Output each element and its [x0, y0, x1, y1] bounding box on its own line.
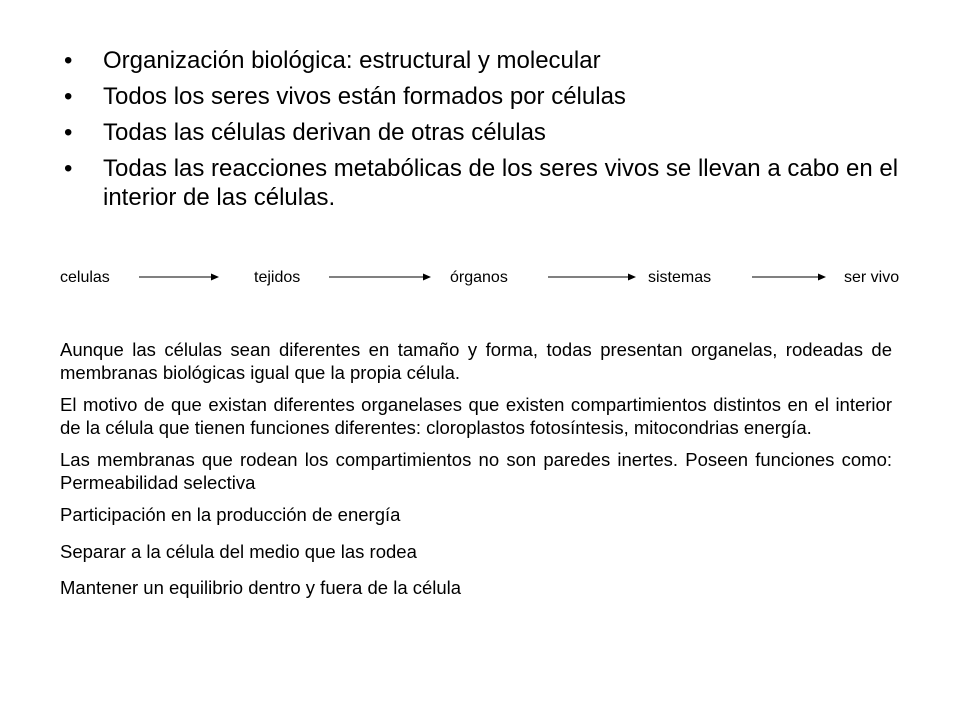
bullet-text: Todas las células derivan de otras células [103, 119, 546, 146]
flow-item-ser-vivo: ser vivo [844, 269, 900, 286]
bullet-text: Todos los seres vivos están formados por células [103, 83, 626, 110]
bullet-marker: • [64, 155, 73, 182]
bullet-item [60, 118, 910, 147]
flow-item-organos: órganos [450, 269, 508, 286]
flow-arrow-icon [752, 272, 826, 282]
bullet-item [60, 154, 910, 212]
flow-arrow-icon [329, 272, 431, 282]
paragraph: El motivo de que existan diferentes organelases que existen compartimientos distintos en el interior de la célula que tienen funciones diferentes: cloroplastos fotosíntesis, mitocondrias energía. [60, 394, 892, 438]
organization-flow [60, 268, 912, 292]
flow-item-tejidos: tejidos [254, 269, 301, 286]
body-text [60, 339, 892, 614]
flow-item-sistemas: sistemas [648, 269, 712, 286]
bullet-item [60, 82, 910, 111]
paragraph: Las membranas que rodean los compartimientos no son paredes inertes. Poseen funciones como: Permeabilidad selectiva [60, 449, 892, 493]
bullet-marker: • [64, 119, 73, 146]
flow-arrow-icon [139, 272, 219, 282]
paragraph: Participación en la producción de energía [60, 504, 401, 525]
bullet-list [60, 46, 910, 219]
bullet-marker: • [64, 83, 73, 110]
bullet-text: Organización biológica: estructural y molecular [103, 47, 601, 74]
bullet-text: Todas las reacciones metabólicas de los seres vivos se llevan a cabo en el interior de las células. [103, 155, 899, 211]
flow-item-celulas: celulas [60, 269, 110, 286]
flow-arrow-icon [548, 272, 636, 282]
paragraph: Separar a la célula del medio que las rodea [60, 540, 417, 562]
paragraph: Aunque las células sean diferentes en tamaño y forma, todas presentan organelas, rodeadas de membranas biológicas igual que la propia célula. [60, 339, 892, 383]
bullet-item [60, 46, 910, 75]
bullet-marker: • [64, 47, 73, 74]
paragraph: Mantener un equilibrio dentro y fuera de la célula [60, 577, 462, 598]
